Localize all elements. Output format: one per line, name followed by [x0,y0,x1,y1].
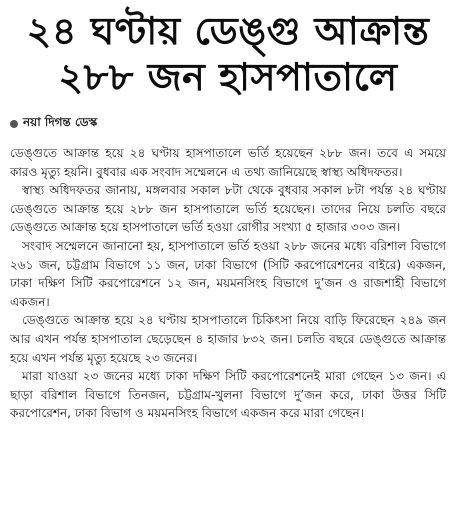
paragraph-2: স্বাস্থ্য অধিদফতর জানায়, মঙ্গলবার সকাল ৮টা থেকে বুধবার সকাল ৮টা পর্যন্ত ২৪ ঘণ্টায় ডেঙ্গুতে আক্রান্ত হয়ে ২৮৮ জন হাসপাতালে ভর্তি হয়েছেন। তাদের নিয়ে চলতি বছরে ডেঙ্গুতে আক্রান্ত হয়ে হাসপাতালে ভর্তি হওয়া রোগীর সংখ্যা ৫ হাজার ৩০৩ জন। [10,183,446,235]
paragraph-4: ডেঙ্গুতে আক্রান্ত হয়ে ২৪ ঘণ্টায় হাসপাতালে চিকিৎসা নিয়ে বাড়ি ফিরেছেন ২৪৯ জন আর এখন পর্যন্ত হাসপাতাল ছেড়েছেন ৪ হাজার ৮৩২ জন। চলতি বছরে ডেঙ্গুতে আক্রান্ত হয়ে এখন পর্যন্ত মৃত্যু হয়েছে ২৩ জনের। [10,313,446,365]
bullet-icon [10,120,18,128]
headline-line-1: ২৪ ঘণ্টায় ডেঙ্গু আক্রান্ত [26,9,430,53]
paragraph-5: মারা যাওয়া ২৩ জনের মধ্যে ঢাকা দক্ষিণ সিটি করপোরেশনেই মারা গেছেন ১৩ জন। এ ছাড়া বরিশাল বিভাগে তিনজন, চট্টগ্রাম-খুলনা বিভাগে দু’জন করে, ঢাকা উত্তর সিটি করপোরেশন, ঢাকা বিভাগ ও ময়মনসিংহ বিভাগে একজন করে মারা গেছেন। [10,369,446,421]
byline-text: নয়া দিগন্ত ডেস্ক [23,115,98,129]
paragraph-1: ডেঙ্গুতে আক্রান্ত হয়ে ২৪ ঘণ্টায় হাসপাতালে ভর্তি হয়েছেন ২৮৮ জন। তবে এ সময়ে কারও মৃত্যু হয়নি। বুধবার এক সংবাদ সম্মেলনে এ তথ্য জানিয়েছে স্বাস্থ্য অধিদফতর। [10,146,446,179]
paragraph-3: সংবাদ সম্মেলনে জানানো হয়, হাসপাতালে ভর্তি হওয়া ২৮৮ জনের মধ্যে বরিশাল বিভাগে ২৬১ জন, চট্টগ্রাম বিভাগে ১১ জন, ঢাকা বিভাগে (সিটি করপোরেশনের বাইরে) একজন, ঢাকা দক্ষিণ সিটি করপোরেশনে ১২ জন, ময়মনসিংহ বিভাগে দু’জন ও রাজশাহী বিভাগে একজন। [10,238,446,309]
byline [10,114,446,134]
article-body [10,144,446,423]
headline [10,8,446,100]
headline-line-2: ২৮৮ জন হাসপাতালে [58,55,398,99]
